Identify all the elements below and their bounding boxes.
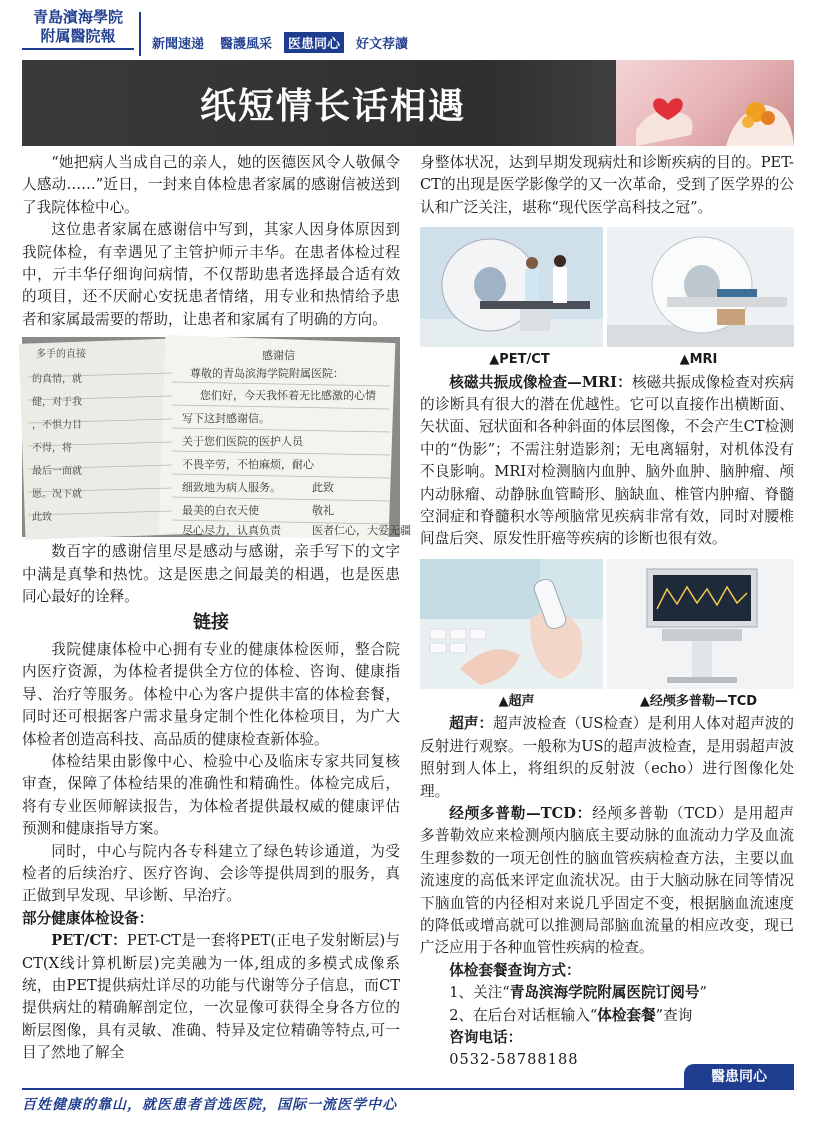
scanner-captions (420, 349, 794, 371)
svg-text:尽心尽力，认真负责: 尽心尽力，认真负责 (182, 524, 281, 538)
story-paragraph: 这位患者家属在感谢信中写到，其家人因身体原因到我院体检，有幸遇见了主管护师亓丰华。在患者体检过程中，亓丰华仔细询问病情，不仅帮助患者选择最合适有效的项目，还不厌耐心安抚患者情绪，用专业和热情给予患者和家属最需要的帮助，让患者和家属有了明确的方向。 (22, 221, 400, 328)
ultrasound-photo (420, 559, 603, 689)
pet-ct-paragraph (22, 930, 400, 1064)
svg-text:多手的直接: 多手的直接 (36, 349, 86, 361)
caption-pet-ct: ▲PET/CT (489, 352, 550, 368)
nav-item-news[interactable]: 新聞速递 (152, 37, 205, 52)
left-column (22, 152, 411, 1065)
tcd-photo (607, 559, 794, 689)
svg-text:敬礼: 敬礼 (312, 504, 334, 518)
pet-ct-text: PET-CT是一套将PET(正电子发射断层)与CT(X线计算机断层)完美融为一体,组成的多模式成像系统，由PET提供病灶详尽的功能与代谢等分子信息，而CT提供病灶的精确解剖定位，一次显像可获得全身各方位的断层图像，具有灵敏、准确、特异及定位精确等特点,可一目了然地了解全 (22, 932, 400, 1062)
svg-text:医者仁心，大爱无疆: 医者仁心，大爱无疆 (312, 524, 411, 538)
svg-text:最美的白衣天使: 最美的白衣天使 (182, 504, 259, 518)
ultrasound-paragraph (420, 713, 794, 803)
letter-salutation: 尊敬的青岛滨海学院附属医院： (190, 367, 344, 381)
section-nav (148, 32, 412, 53)
tcd-text: 经颅多普勒（TCD）是用超声多普勒效应来检测颅内脑底主要动脉的血流动力学及血流生理参数的一项无创性的脑血管疾病检查方法，主要以血流速度的高低来评定血流状况。由于大脑动脉在同等情况下脑血管的内径相对来说几乎固定不变，根据脑血流速度的降低或增高就可以推测局部脑血流量的相应改变，现已广泛应用于各种血管性疾病的检查。 (420, 804, 794, 957)
query-heading: 体检套餐查询方式： (449, 961, 581, 979)
svg-text:关于您们医院的医护人员: 关于您们医院的医护人员 (182, 435, 303, 449)
tcd-label: 经颅多普勒—TCD： (449, 804, 593, 822)
svg-text:您们好，今天我怀着无比感激的心情: 您们好，今天我怀着无比感激的心情 (200, 389, 376, 403)
mri-text: 核磁共振成像检查对疾病的诊断具有很大的潜在优越性。它可以直接作出横断面、矢状面、冠状面和各种斜面的体层图像，不会产生CT检测中的“伪影”；不需注射造影剂；无电离辐射，对机体没有不良影响。MRI对检测脑内血肿、脑外血肿、脑肿瘤、颅内动脉瘤、动静脉血管畸形、脑缺血、椎管内肿瘤、脊髓空洞症和脊髓积水等颅脑常见疾病非常有效，同时对腰椎间盘后突、原发性肝癌等疾病的诊断也很有效。 (420, 373, 794, 548)
caption-tcd: ▲经颅多普勒—TCD (639, 693, 758, 709)
svg-text:健，对于我: 健，对于我 (32, 397, 82, 409)
svg-text:细致地为病人服务。: 细致地为病人服务。 (182, 481, 281, 495)
footer-section-tag: 醫患同心 (684, 1064, 794, 1090)
svg-text:不畏辛劳，不怕麻烦，耐心: 不畏辛劳，不怕麻烦，耐心 (182, 458, 314, 472)
svg-text:不得，将: 不得，将 (32, 443, 72, 455)
equipment-heading: 部分健康体检设备： (22, 909, 154, 927)
page-title: 纸短情长话相遇 (199, 85, 466, 127)
pet-ct-photo (420, 227, 603, 347)
phone-heading: 咨询电话： (449, 1028, 523, 1046)
pet-ct-label: PET/CT： (51, 932, 127, 950)
svg-text:此致: 此致 (312, 481, 334, 495)
footer-rule (22, 1088, 794, 1090)
center-intro-paragraph: 我院健康体检中心拥有专业的健康体检医师，整合院内医疗资源，为体检者提供全方位的体检、咨询、健康指导、治疗等服务。体检中心为客户提供丰富的体检套餐，同时还可根据客户需求量身定制个性化体检项目，为广大体检者创造高科技、高品质的健康检查新体验。 (22, 640, 400, 748)
svg-text:，不惧力目: ，不惧力目 (32, 420, 82, 432)
header-divider (139, 12, 141, 56)
pet-ct-continued: 身整体状况，达到早期发现病灶和诊断疾病的目的。PET-CT的出现是医学影像学的又一次革命，受到了医学界的公认和广泛关注，堪称“现代医学高科技之冠”。 (420, 154, 794, 216)
masthead (22, 8, 134, 46)
svg-text:此致: 此致 (32, 512, 52, 524)
ultrasound-captions (420, 691, 794, 713)
nav-item-doctor-patient[interactable]: 医患同心 (284, 32, 344, 53)
masthead-line1: 青島濱海學院 (32, 8, 123, 26)
nav-item-staff[interactable]: 醫護風采 (220, 37, 273, 52)
intro-paragraph: “她把病人当成自己的亲人，她的医德医风令人敬佩令人感动……”近日，一封来自体检患者家属的感谢信被送到了我院体检中心。 (22, 154, 400, 216)
right-column (420, 152, 794, 1072)
query-step-2: 2、在后台对话框输入“体检套餐”查询 (449, 1006, 693, 1024)
banner-hands-photo (616, 60, 794, 146)
svg-text:愿。况下就: 愿。况下就 (32, 489, 82, 501)
scanner-photos (420, 227, 794, 347)
query-step-1: 1、关注“青岛滨海学院附属医院订阅号” (449, 984, 707, 1002)
link-section-title: 链接 (193, 612, 229, 634)
ultrasound-photos (420, 559, 794, 689)
svg-text:的真情，就: 的真情，就 (32, 374, 82, 386)
svg-text:写下这封感谢信。: 写下这封感谢信。 (182, 412, 270, 426)
caption-ultrasound: ▲超声 (498, 693, 535, 709)
title-banner (22, 60, 794, 146)
letter-summary-paragraph: 数百字的感谢信里尽是感动与感谢，亲手写下的文字中满是真挚和热忱。这是医患之间最美的相遇，也是医患同心最好的诠释。 (22, 543, 400, 606)
referral-paragraph: 同时，中心与院内各专科建立了绿色转诊通道，为受检者的后续治疗、医疗咨询、会诊等提供周到的服务，真正做到早发现、早诊断、早治疗。 (22, 842, 400, 905)
subscription-account-name: 青岛滨海学院附属医院订阅号 (509, 984, 700, 1002)
mri-paragraph (420, 372, 794, 551)
thank-you-letter-photo (22, 337, 411, 538)
nav-item-articles[interactable]: 好文荐讀 (356, 37, 409, 52)
ultrasound-label: 超声： (449, 715, 494, 733)
letter-heading: 感谢信 (262, 349, 295, 363)
caption-mri: ▲MRI (679, 352, 718, 368)
svg-text:最后一面就: 最后一面就 (32, 466, 82, 478)
tcd-paragraph (420, 803, 794, 960)
masthead-line2: 附属醫院報 (40, 27, 116, 45)
phone-number[interactable]: 0532-58788188 (449, 1051, 579, 1069)
ultrasound-text: 超声波检查（US检查）是利用人体对超声波的反射进行观察。一般称为US的超声波检查，是用弱超声波照射到人体上，将组织的反射波（echo）进行图像化处理。 (420, 715, 794, 800)
query-keyword: 体检套餐 (597, 1006, 656, 1024)
review-paragraph: 体检结果由影像中心、检验中心及临床专家共同复核审查，保障了体检结果的准确性和精确性。体检完成后，将有专业医师解读报告，为体检者提供最权威的健康评估预测和健康指导方案。 (22, 752, 400, 838)
mri-photo (607, 227, 794, 347)
footer-slogan: 百姓健康的靠山，就医患者首选医院，国际一流医学中心 (22, 1097, 397, 1113)
masthead-underline (22, 48, 134, 50)
mri-label: 核磁共振成像检查—MRI： (449, 373, 632, 391)
hands-heart-illustration (616, 60, 794, 146)
